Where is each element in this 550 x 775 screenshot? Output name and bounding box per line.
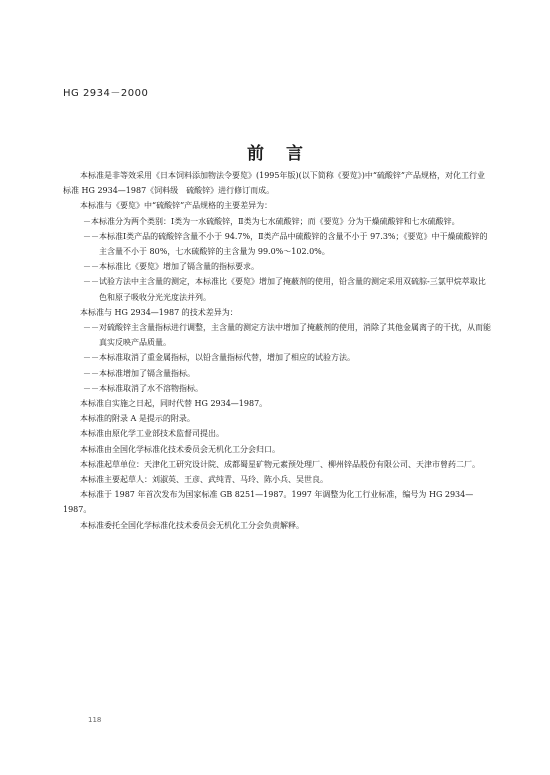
list-item: －－本标准比《要览》增加了镉含量的指标要求。 xyxy=(83,262,259,272)
page-number: 118 xyxy=(88,716,102,724)
list-item: －本标准分为两个类别：Ⅰ类为一水硫酸锌，Ⅱ类为七水硫酸锌；而《要览》分为干燥硫酸锌和七水硫酸锌。 xyxy=(83,216,460,226)
paragraph-technical-differences-intro: 本标准与 HG 2934—1987 的技术差异为： xyxy=(80,307,238,317)
list-item: －－本标准取消了重金属指标，以铅含量指标代替，增加了相应的试验方法。 xyxy=(83,353,355,363)
paragraph-drafters: 本标准主要起草人：刘淑英、王彦、武纯青、马玲、陈小兵、吴世良。 xyxy=(80,475,328,485)
paragraph-interpretation: 本标准委托全国化学标准化技术委员会无机化工分会负责解释。 xyxy=(80,520,304,530)
list-item: －－本标准取消了水不溶物指标。 xyxy=(83,383,203,393)
list-item: －－对硫酸锌主含量指标进行调整，主含量的测定方法中增加了掩蔽剂的使用，消除了其他金属离子的干扰，从而能真实反映产品质量。 xyxy=(83,323,491,348)
foreword-body xyxy=(63,168,493,533)
list-item: －－试验方法中主含量的测定，本标准比《要览》增加了掩蔽剂的使用，铅含量的测定采用双硫腙-三氯甲烷萃取比色和原子吸收分光光度法并列。 xyxy=(83,277,486,302)
paragraph-differences-intro: 本标准与《要览》中“硫酸锌”产品规格的主要差异为： xyxy=(80,201,273,211)
paragraph-replacement: 本标准自实施之日起，同时代替 HG 2934—1987。 xyxy=(80,399,268,409)
paragraph-adoption: 本标准是非等效采用《日本饲料添加物法令要览》(1995年版)(以下简称《要览》)中“硫酸锌”产品规格，对化工行业标准 HG 2934—1987《饲料级 硫酸锌》进行修订而成。 xyxy=(63,171,486,196)
paragraph-proposer: 本标准由原化学工业部技术监督司提出。 xyxy=(80,429,224,439)
paragraph-history: 本标准于 1987 年首次发布为国家标准 GB 8251—1987。1997 年调整为化工行业标准，编号为 HG 2934—1987。 xyxy=(63,490,474,515)
list-item: －－本标准Ⅰ类产品的硫酸锌含量不小于 94.7%，Ⅱ类产品中硫酸锌的含量不小于 97.3%；《要览》中干燥硫酸锌的主含量不小于 80%，七水硫酸锌的主含量为 99.0%～102.0%。 xyxy=(83,231,488,257)
list-item: －－本标准增加了镉含量指标。 xyxy=(83,368,195,378)
paragraph-centralized: 本标准由全国化学标准化技术委员会无机化工分会归口。 xyxy=(80,444,280,454)
standard-number: HG 2934－2000 xyxy=(63,88,149,99)
page-title: 前言 xyxy=(247,144,325,164)
paragraph-appendix: 本标准的附录 A 是提示的附录。 xyxy=(80,414,195,424)
paragraph-drafting-units: 本标准起草单位：天津化工研究设计院、成都蜀星矿物元素预处理厂、柳州锌品股份有限公司、天津市曾药二厂。 xyxy=(80,459,480,469)
